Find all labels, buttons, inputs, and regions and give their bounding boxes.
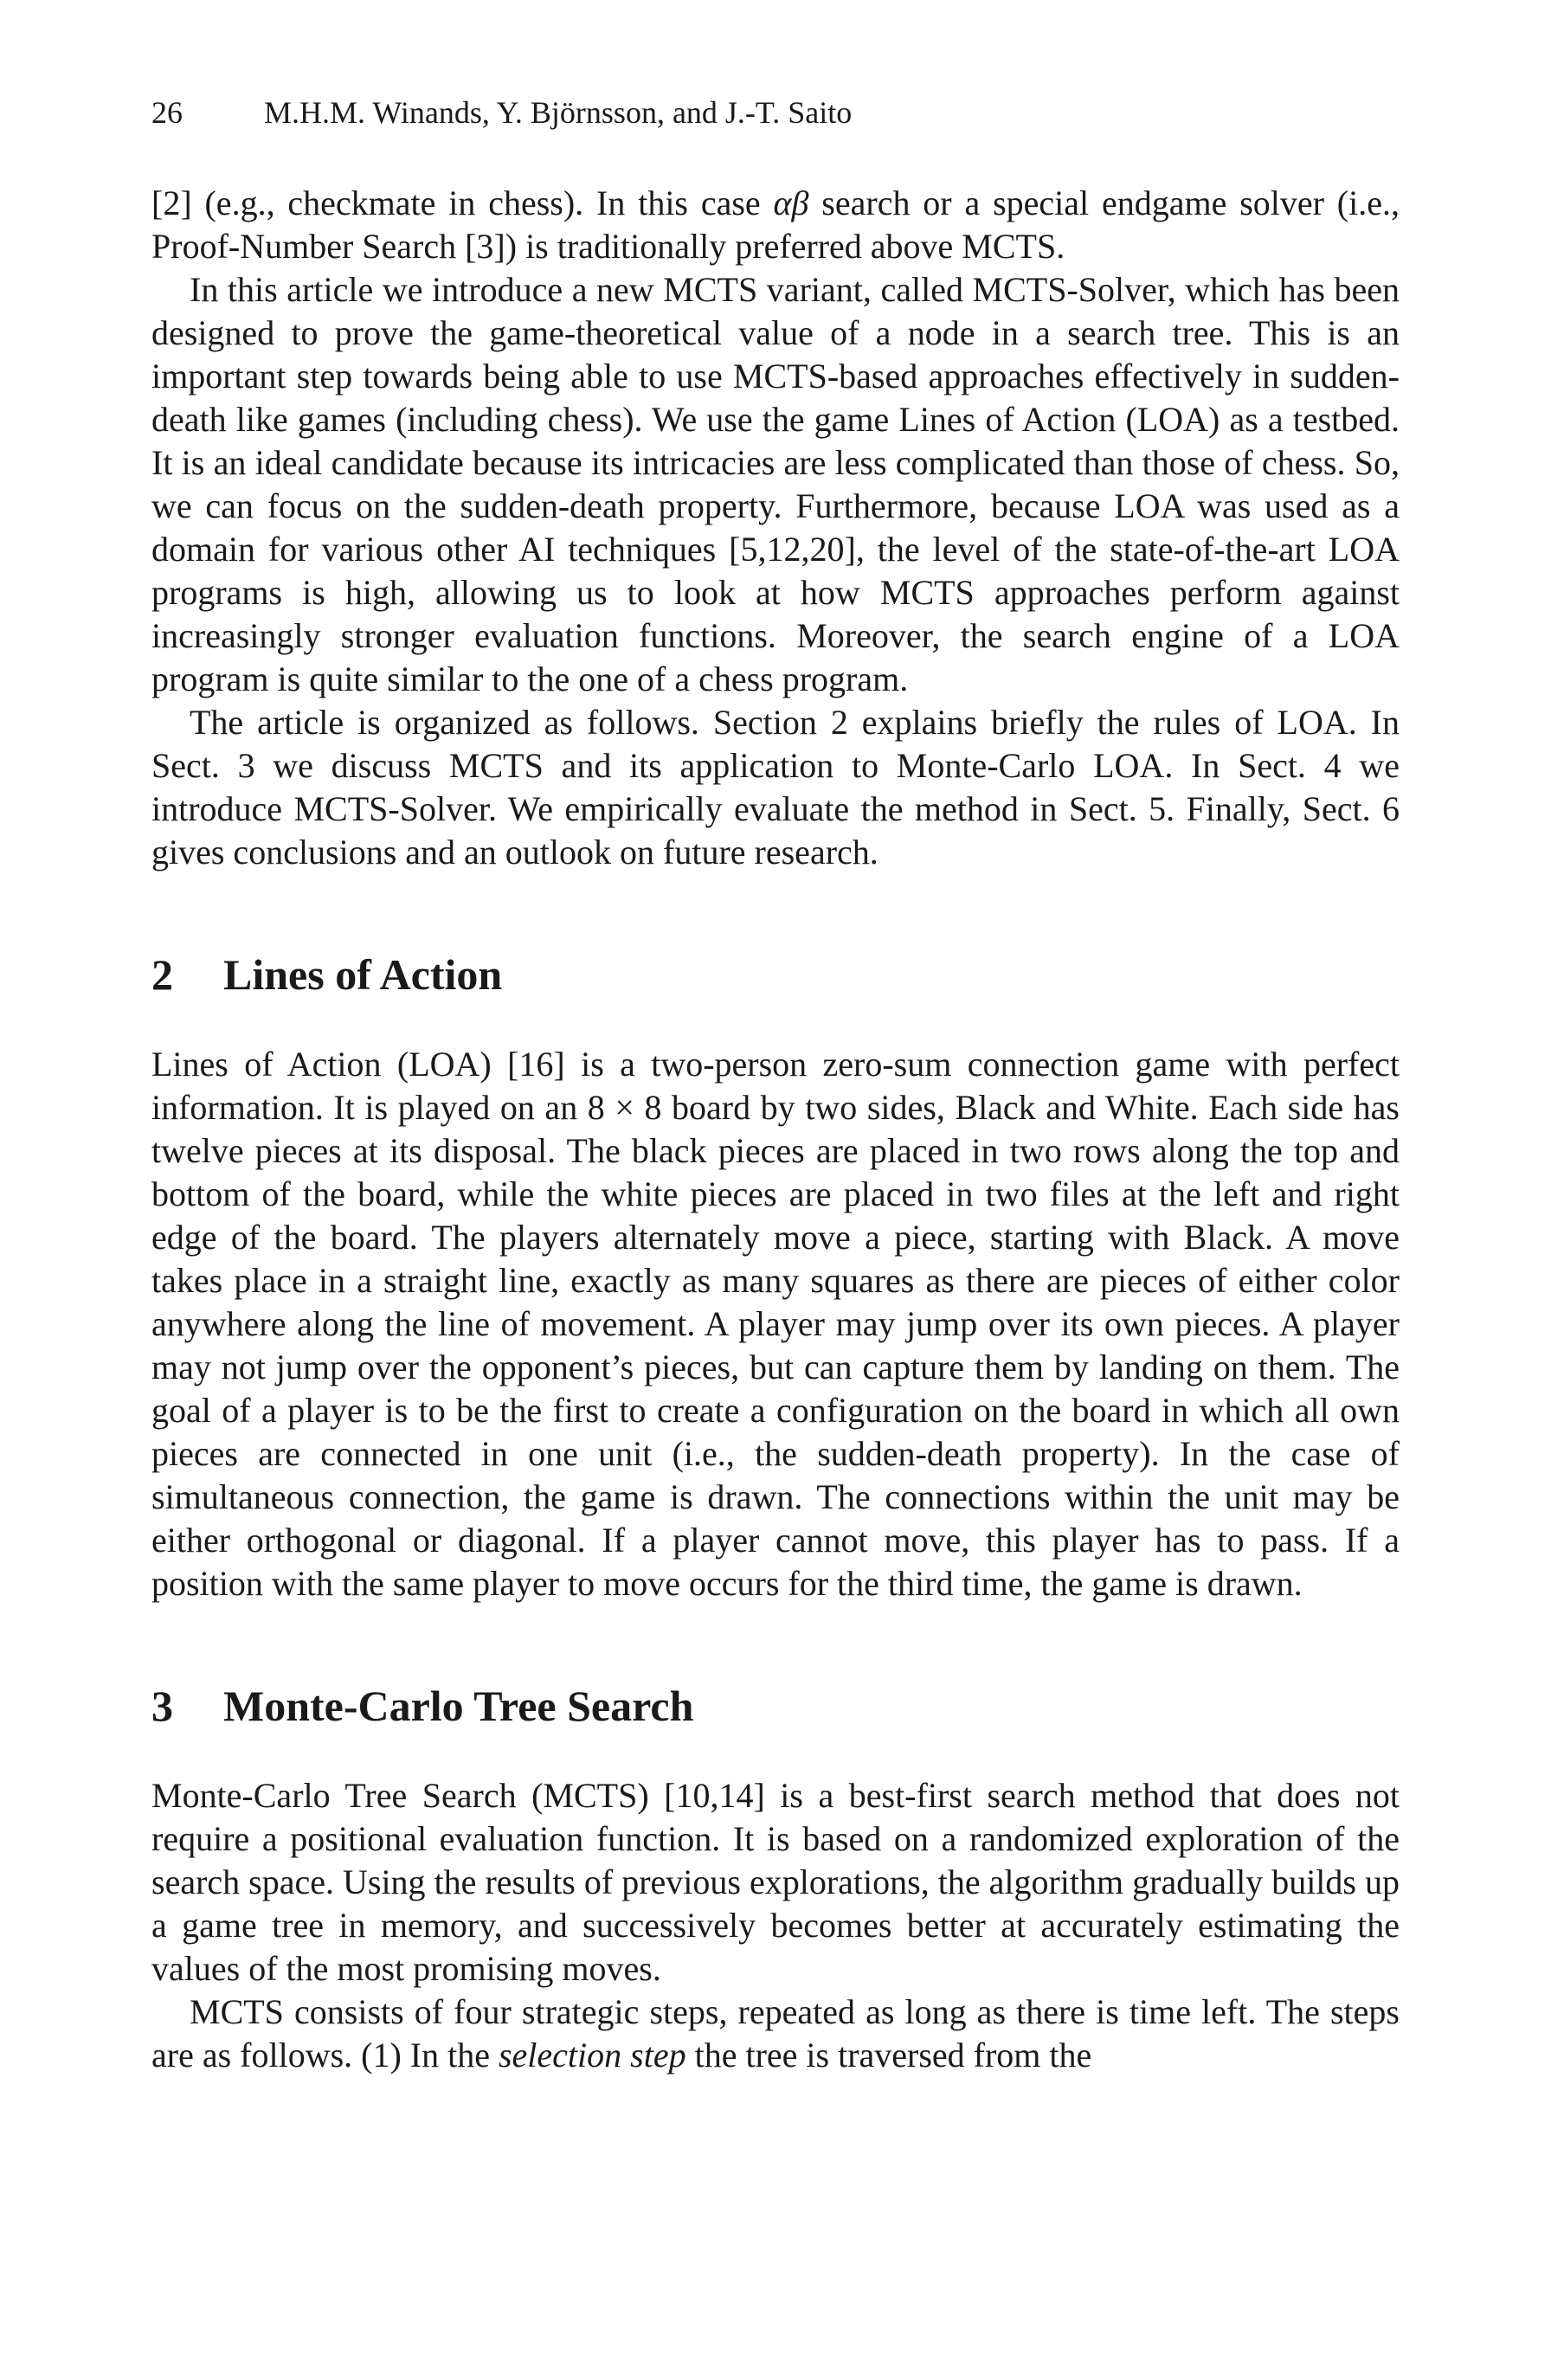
running-head	[151, 93, 852, 132]
section-3-p2-text-a: MCTS consists of four strategic steps, repeated as long as there is time left. The steps are as follows. (1) In the	[151, 1992, 1400, 2074]
page-number: 26	[151, 95, 183, 130]
running-head-authors: M.H.M. Winands, Y. Björnsson, and J.-T. Saito	[264, 95, 853, 130]
section-3-heading	[151, 1680, 1400, 1732]
section-3-paragraph-2	[151, 1991, 1400, 2077]
intro-p1-text-b: search or a special endgame solver (i.e., Proof-Number Search [3]) is traditionally preferred above MCTS.	[151, 183, 1400, 266]
intro-paragraph-1	[151, 182, 1400, 268]
section-3-p2-text-b: the tree is traversed from the	[685, 2036, 1092, 2074]
intro-paragraph-2: In this article we introduce a new MCTS variant, called MCTS-Solver, which has been designed to prove the game-theoretical value of a node in a search tree. This is an important step towards being able to use MCTS-based approaches effectively in sudden-death like games (including chess). We use the game Lines of Action (LOA) as a testbed. It is an ideal candidate because its intricacies are less complicated than those of chess. So, we can focus on the sudden-death property. Furthermore, because LOA was used as a domain for various other AI techniques [5,12,20], the level of the state-of-the-art LOA programs is high, allowing us to look at how MCTS approaches perform against increasingly stronger evaluation functions. Moreover, the search engine of a LOA program is quite similar to the one of a chess program.	[151, 270, 1400, 698]
alpha-beta-symbol: αβ	[773, 183, 809, 222]
intro-paragraph-3: The article is organized as follows. Section 2 explains briefly the rules of LOA. In Sect. 3 we discuss MCTS and its application to Monte-Carlo LOA. In Sect. 4 we introduce MCTS-Solver. We empirically evaluate the method in Sect. 5. Finally, Sect. 6 gives conclusions and an outlook on future research.	[151, 703, 1400, 872]
body-text	[151, 182, 1400, 2077]
section-2-title: Lines of Action	[223, 950, 503, 999]
section-2-paragraph-1: Lines of Action (LOA) [16] is a two-person zero-sum connection game with perfect information. It is played on an 8 × 8 board by two sides, Black and White. Each side has twelve pieces at its disposal. The black pieces are placed in two rows along the top and bottom of the board, while the white pieces are placed in two files at the left and right edge of the board. The players alternately move a piece, starting with Black. A move takes place in a straight line, exactly as many squares as there are pieces of either color anywhere along the line of movement. A player may jump over its own pieces. A player may not jump over the opponent’s pieces, but can capture them by landing on them. The goal of a player is to be the first to create a configuration on the board in which all own pieces are connected in one unit (i.e., the sudden-death property). In the case of simultaneous connection, the game is drawn. The connections within the unit may be either orthogonal or diagonal. If a player cannot move, this player has to pass. If a position with the same player to move occurs for the third time, the game is drawn.	[151, 1045, 1400, 1603]
section-3-title: Monte-Carlo Tree Search	[223, 1682, 694, 1730]
intro-p1-text-a: [2] (e.g., checkmate in chess). In this case	[151, 183, 774, 222]
selection-step-term: selection step	[498, 2036, 686, 2074]
section-2-number: 2	[151, 950, 173, 999]
section-2-heading	[151, 949, 1400, 1000]
section-3-number: 3	[151, 1682, 173, 1730]
section-3-paragraph-1: Monte-Carlo Tree Search (MCTS) [10,14] is a best-first search method that does not require a positional evaluation function. It is based on a randomized exploration of the search space. Using the results of previous explorations, the algorithm gradually builds up a game tree in memory, and successively becomes better at accurately estimating the values of the most promising moves.	[151, 1776, 1400, 1988]
